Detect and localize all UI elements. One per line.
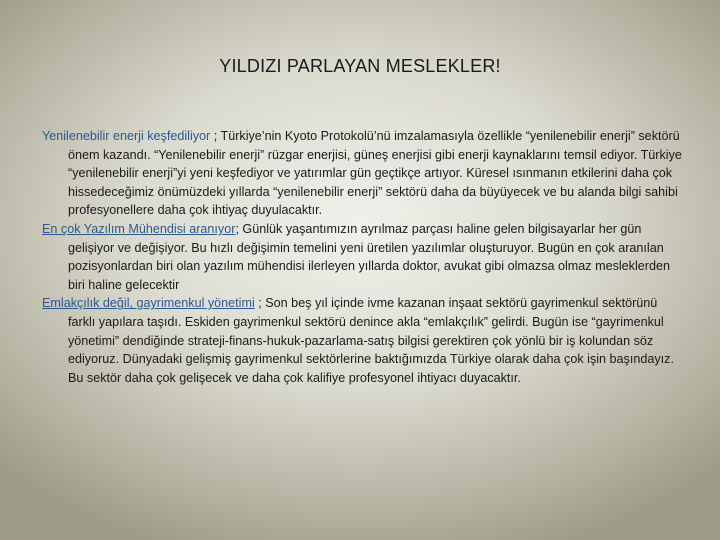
paragraph-body: ; Günlük yaşantımızın ayrılmaz parçası haline gelen bilgisayarlar her gün gelişiyor ve değişiyor. Bu hızlı değişimin temelini yeni üretilen yazılımlar oluşturuyor. Bugün en çok aranılan pozisyonlardan biri olan yazılım mühendisi ilerleyen yıllarda doktor, avukat gibi olmazsa olmaz mesleklerden biri haline gelecektir xyxy=(68,221,670,292)
paragraph-lead-link[interactable]: Emlakçılık değil, gayrimenkul yönetimi xyxy=(42,296,255,311)
paragraph-renewable-energy xyxy=(42,127,682,220)
slide-title: YILDIZI PARLAYAN MESLEKLER! xyxy=(219,56,501,76)
paragraph-software-engineer xyxy=(42,220,682,294)
paragraph-body: ; Son beş yıl içinde ivme kazanan inşaat sektörü gayrimenkul sektörünü farklı yapılara taşıdı. Eskiden gayrimenkul sektörü denince akla “emlakçılık” gelirdi. Bugün ise “gayrimenkul yönetimi” dendiğinde strateji-finans-hukuk-pazarlama-satış bilgisi gerektiren çok yönlü bir iş kolundan söz ediyoruz. Dünyadaki gelişmiş gayrimenkul sektörlerine baktığımızda Türkiye olarak daha çok işin başındayız. Bu sektör daha çok gelişecek ve daha çok kalifiye profesyonel ihtiyacı duyacaktır. xyxy=(68,296,674,385)
paragraph-real-estate xyxy=(42,294,682,387)
paragraph-lead-link[interactable]: En çok Yazılım Mühendisi aranıyor xyxy=(42,221,236,236)
paragraph-body: ; Türkiye’nin Kyoto Protokolü’nü imzalamasıyla özellikle “yenilenebilir enerji” sektörü önem kazandı. “Yenilenebilir enerji” rüzgar enerjisi, güneş enerjisi gibi enerji kaynaklarını temsil ediyor. Türkiye “yenilenebilir enerji”yi yeni keşfediyor ve yatırımlar gün geçtikçe artıyor. Küresel ısınmanın etkilerini daha çok hissedeceğimiz önümüzdeki yıllarda “yenilenebilir enerji” sektörü daha da büyüyecek ve bu alanda bilgi sahibi profesyonellere daha çok ihtiyaç duyulacaktır. xyxy=(68,129,682,218)
slide-content xyxy=(42,127,682,387)
paragraph-lead: Yenilenebilir enerji keşfediliyor xyxy=(42,129,211,143)
